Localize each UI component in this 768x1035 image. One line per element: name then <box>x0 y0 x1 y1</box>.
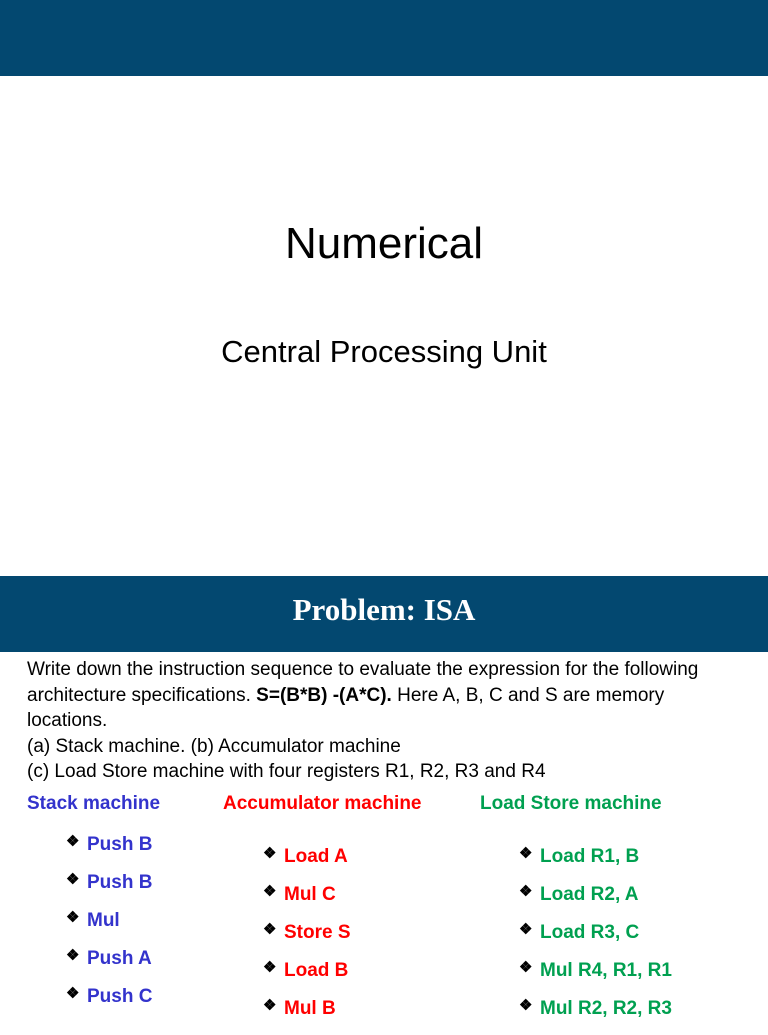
instruction: Load R2, A <box>540 884 639 905</box>
intro-text-end: Here A, B, C and S are memory locations. <box>27 684 665 731</box>
list-item <box>66 909 152 947</box>
diamond-bullet-icon: ❖ <box>66 985 80 1002</box>
line-a-b: (a) Stack machine. (b) Accumulator machine <box>27 735 401 757</box>
list-item <box>66 833 152 871</box>
diamond-bullet-icon: ❖ <box>519 959 533 976</box>
instruction: Mul C <box>284 884 336 905</box>
list-item <box>263 883 351 921</box>
diamond-bullet-icon: ❖ <box>66 833 80 850</box>
accumulator-machine-list <box>263 845 351 1035</box>
diamond-bullet-icon: ❖ <box>519 921 533 938</box>
problem-title: Problem: ISA <box>292 592 476 627</box>
load-store-machine-list <box>519 845 672 1035</box>
diamond-bullet-icon: ❖ <box>263 921 277 938</box>
slide-title: Numerical <box>284 219 484 268</box>
diamond-bullet-icon: ❖ <box>263 997 277 1014</box>
top-header-band <box>0 0 768 76</box>
list-item <box>519 845 672 883</box>
list-item <box>519 921 672 959</box>
list-item <box>66 947 152 985</box>
problem-statement <box>27 657 747 785</box>
instruction: Push A <box>87 948 152 969</box>
diamond-bullet-icon: ❖ <box>519 883 533 900</box>
instruction: Push C <box>87 986 153 1007</box>
list-item <box>66 985 152 1023</box>
diamond-bullet-icon: ❖ <box>66 871 80 888</box>
slide-subtitle: Central Processing Unit <box>221 334 547 369</box>
intro-text: Write down the instruction sequence to evaluate the expression for the following architecture specifications. <box>27 659 699 706</box>
list-item <box>519 883 672 921</box>
accumulator-machine-heading: Accumulator machine <box>223 793 422 814</box>
instruction: Load A <box>284 846 348 867</box>
diamond-bullet-icon: ❖ <box>519 845 533 862</box>
stack-machine-list <box>66 833 152 1023</box>
instruction: Push B <box>87 834 153 855</box>
list-item <box>66 871 152 909</box>
instruction: Load R3, C <box>540 922 640 943</box>
instruction: Store S <box>284 922 351 943</box>
list-item <box>263 959 351 997</box>
instruction: Mul B <box>284 998 336 1019</box>
list-item <box>263 845 351 883</box>
problem-intro <box>27 657 747 734</box>
diamond-bullet-icon: ❖ <box>519 997 533 1014</box>
diamond-bullet-icon: ❖ <box>263 845 277 862</box>
diamond-bullet-icon: ❖ <box>263 959 277 976</box>
expression: S=(B*B) -(A*C). <box>256 684 392 706</box>
list-item <box>519 997 672 1035</box>
list-item <box>263 997 351 1035</box>
instruction: Mul R2, R2, R3 <box>540 998 672 1019</box>
list-item <box>263 921 351 959</box>
stack-machine-heading: Stack machine <box>27 793 161 814</box>
load-store-machine-heading: Load Store machine <box>480 793 662 814</box>
instruction: Load R1, B <box>540 846 640 867</box>
diamond-bullet-icon: ❖ <box>263 883 277 900</box>
diamond-bullet-icon: ❖ <box>66 909 80 926</box>
instruction: Push B <box>87 872 153 893</box>
instruction: Mul <box>87 910 120 931</box>
list-item <box>519 959 672 997</box>
instruction: Load B <box>284 960 349 981</box>
instruction: Mul R4, R1, R1 <box>540 960 672 981</box>
diamond-bullet-icon: ❖ <box>66 947 80 964</box>
line-c: (c) Load Store machine with four registers R1, R2, R3 and R4 <box>27 761 546 782</box>
